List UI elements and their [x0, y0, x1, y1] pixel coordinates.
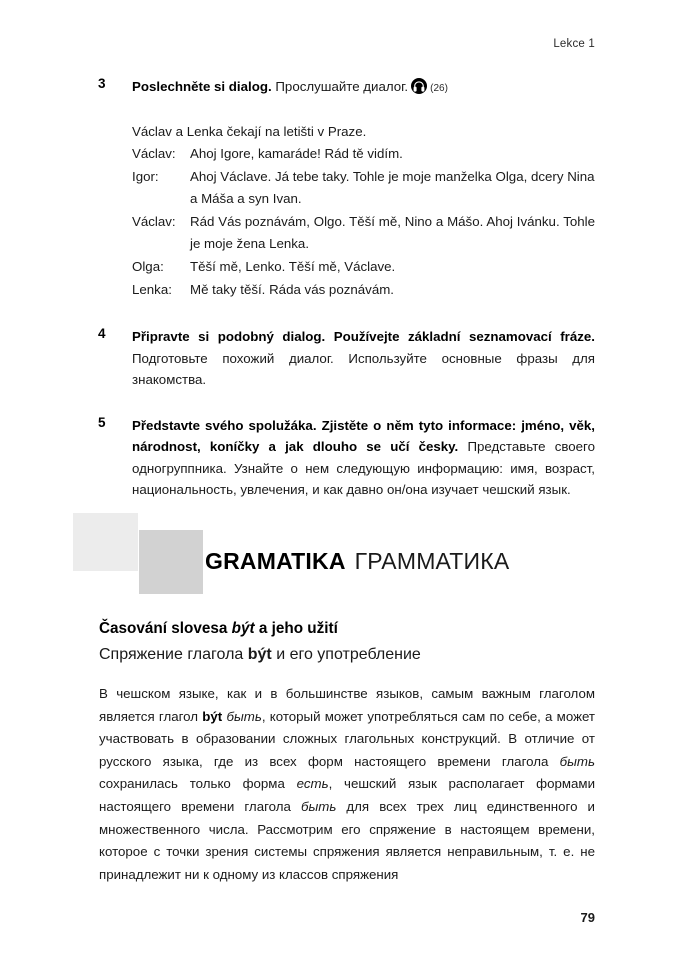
grammar-text-2: , который может употребляться сам по себе, а может участвовать в образовании сложных глагольных конструкций. В отличие от русского языка, где из всех форм настоящего времени глагола: [99, 708, 596, 769]
grammar-text-4: , чешский язык располагает формами настоящего времени глагола: [99, 776, 595, 814]
exercise-number: 5: [98, 414, 106, 430]
dialog-speaker: Václav:: [132, 146, 176, 162]
exercise-4: [98, 326, 595, 391]
spacer: [98, 301, 595, 326]
section-title: [205, 547, 509, 575]
exercise-prompt-cz: Připravte si podobný dialog. Používejte základní seznamovací fráze.: [132, 329, 595, 345]
exercise-prompt: [132, 415, 595, 501]
decor-square-light: [73, 513, 138, 571]
running-head: Lekce 1: [553, 38, 595, 50]
dialog-text: Těší mě, Lenko. Těší mě, Václave.: [190, 259, 396, 275]
exercise-3: [98, 76, 595, 301]
grammar-text-1: В чешском языке, как и в большинстве языков, самым важным глаголом является глагол: [99, 686, 595, 724]
exercise-prompt-cz: Představte svého spolužáka. Zjistěte o něm tyto informace: jméno, věk, národnost, koníčky a jak dlouho se učí česky.: [132, 417, 595, 455]
exercise-prompt-cz: Poslechněte si dialog.: [132, 79, 272, 94]
dialog-speaker: Igor:: [132, 168, 159, 184]
dialog-line: [132, 211, 595, 256]
exercise-prompt: [132, 76, 595, 100]
grammar-verb-ru-2: быть: [559, 753, 595, 769]
grammar-heading-cz: [99, 618, 595, 640]
page-number: 79: [580, 910, 595, 925]
dialog-text: Ahoj Igore, kamaráde! Rád tě vidím.: [190, 146, 403, 162]
grammar-heading-ru-after: и его употребление: [271, 646, 421, 663]
grammar-heading-cz-after: a jeho užití: [254, 620, 338, 637]
dialog-intro: Václav a Lenka čekají na letišti v Praze.: [132, 123, 367, 139]
grammar-text-3: сохранилась только форма: [99, 776, 297, 792]
section-title-ru: ГРАММАТИКА: [354, 548, 510, 574]
decor-square-dark: [139, 530, 203, 594]
audio-track-number: (26): [430, 83, 448, 94]
dialog-line: [132, 166, 595, 211]
grammar-heading-cz-verb: být: [231, 620, 255, 637]
exercise-prompt-ru: Представьте своего одногруппника. Узнайте о нем следующую информацию: имя, возраст, национальность, увлечения, и как давно он/она изучает чешский язык.: [132, 439, 595, 498]
dialog-line: [132, 256, 595, 279]
grammar-heading-ru-verb: být: [247, 646, 272, 663]
exercise-number: 4: [98, 326, 106, 342]
dialog-line: [132, 143, 595, 166]
exercise-prompt-ru: Прослушайте диалог.: [275, 79, 409, 94]
headphones-icon: [411, 78, 427, 94]
grammar-heading-ru: [99, 643, 595, 666]
dialog-text: Mě taky těší. Ráda vás poznávám.: [190, 281, 394, 297]
spacer: [98, 391, 595, 415]
grammar-text-5: для всех трех лиц единственного и множественного числа. Рассмотрим его спряжение в настоящем времени, которое с точки зрения системы спряжения является неправильным, т. е. не принадлежит ни к одному из классов спряжения: [99, 798, 595, 882]
exercise-list: [98, 76, 595, 501]
dialog-transcript: [132, 121, 595, 302]
grammar-verb-ru: быть: [226, 708, 262, 724]
exercise-5: [98, 415, 595, 501]
grammar-paragraph: [99, 683, 595, 886]
grammar-heading-cz-before: Časování slovesa: [99, 620, 232, 637]
dialog-line: [132, 279, 595, 302]
grammar-heading-ru-before: Спряжение глагола: [99, 646, 248, 663]
dialog-speaker: Olga:: [132, 259, 164, 275]
grammar-form-est: есть: [296, 776, 329, 792]
grammar-verb-cz: být: [202, 708, 223, 724]
section-title-cz: GRAMATIKA: [205, 548, 346, 574]
dialog-text: Ahoj Václave. Já tebe taky. Tohle je moje manželka Olga, dcery Nina a Máša a syn Ivan.: [190, 168, 595, 207]
exercise-prompt-ru: Подготовьте похожий диалог. Используйте основные фразы для знакомства.: [132, 350, 595, 388]
dialog-text: Rád Vás poznávám, Olgo. Těší mě, Nino a Mášo. Ahoj Ivánku. Tohle je moje žena Lenka.: [190, 213, 595, 252]
grammar-verb-ru-3: быть: [300, 798, 337, 814]
exercise-number: 3: [98, 76, 106, 91]
exercise-prompt: [132, 326, 595, 391]
dialog-speaker: Lenka:: [132, 281, 172, 297]
grammar-section: [99, 618, 595, 886]
dialog-speaker: Václav:: [132, 213, 176, 229]
